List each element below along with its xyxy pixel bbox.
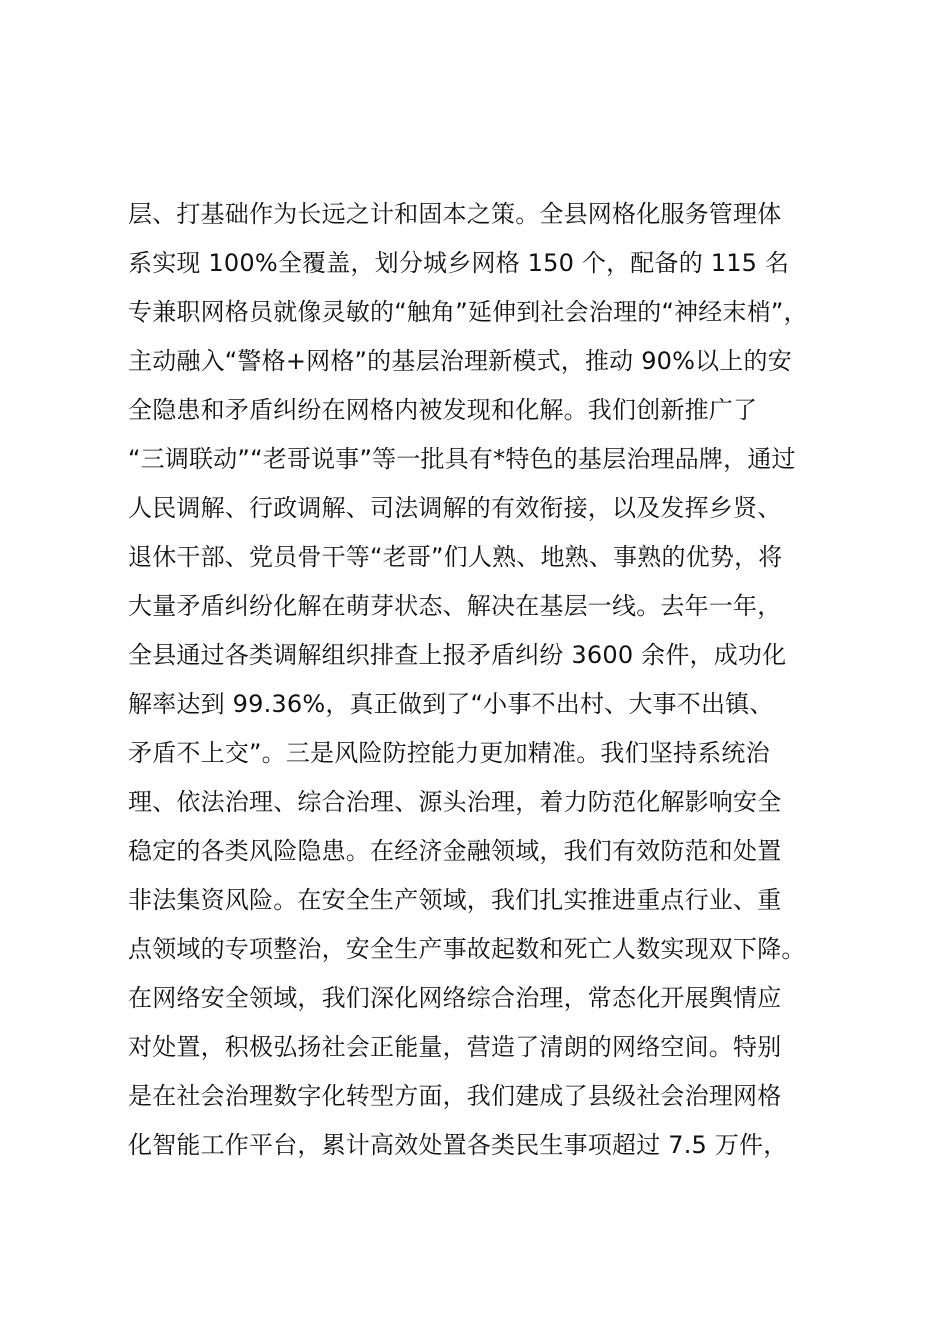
text-line: 点领域的专项整治，安全生产事故起数和死亡人数实现双下降。 (128, 935, 806, 963)
text-line: 稳定的各类风险隐患。在经济金融领域，我们有效防范和处置 (128, 837, 782, 865)
text-line: 系实现 100%全覆盖，划分城乡网格 150 个，配备的 115 名 (128, 249, 790, 277)
text-line: 对处置，积极弘扬社会正能量，营造了清朗的网络空间。特别 (128, 1033, 782, 1061)
text-line: 主动融入“警格+网格”的基层治理新模式，推动 90%以上的安 (128, 347, 792, 375)
text-line: 专兼职网格员就像灵敏的“触角”延伸到社会治理的“神经末梢”， (128, 298, 808, 326)
text-line: 在网络安全领域，我们深化网络综合治理，常态化开展舆情应 (128, 984, 782, 1012)
text-line: 矛盾不上交”。三是风险防控能力更加精准。我们坚持系统治 (128, 739, 770, 767)
text-line: 全隐患和矛盾纠纷在网格内被发现和化解。我们创新推广了 (128, 396, 758, 424)
text-line: 解率达到 99.36%，真正做到了“小事不出村、大事不出镇、 (128, 690, 774, 718)
text-line: 理、依法治理、综合治理、源头治理，着力防范化解影响安全 (128, 788, 782, 816)
text-line: 人民调解、行政调解、司法调解的有效衔接，以及发挥乡贤、 (128, 494, 782, 522)
text-line: 是在社会治理数字化转型方面，我们建成了县级社会治理网格 (128, 1082, 782, 1110)
text-line: “三调联动”“老哥说事”等一批具有*特色的基层治理品牌，通过 (128, 445, 796, 473)
text-line: 大量矛盾纠纷化解在萌芽状态、解决在基层一线。去年一年， (128, 592, 782, 620)
text-line: 全县通过各类调解组织排查上报矛盾纠纷 3600 余件，成功化 (128, 641, 787, 669)
text-line: 化智能工作平台，累计高效处置各类民生事项超过 7.5 万件， (128, 1131, 788, 1159)
body-paragraph (128, 190, 828, 1170)
text-line: 退休干部、党员骨干等“老哥”们人熟、地熟、事熟的优势，将 (128, 543, 783, 571)
text-line: 层、打基础作为长远之计和固本之策。全县网格化服务管理体 (128, 200, 782, 228)
text-line: 非法集资风险。在安全生产领域，我们扎实推进重点行业、重 (128, 886, 782, 914)
